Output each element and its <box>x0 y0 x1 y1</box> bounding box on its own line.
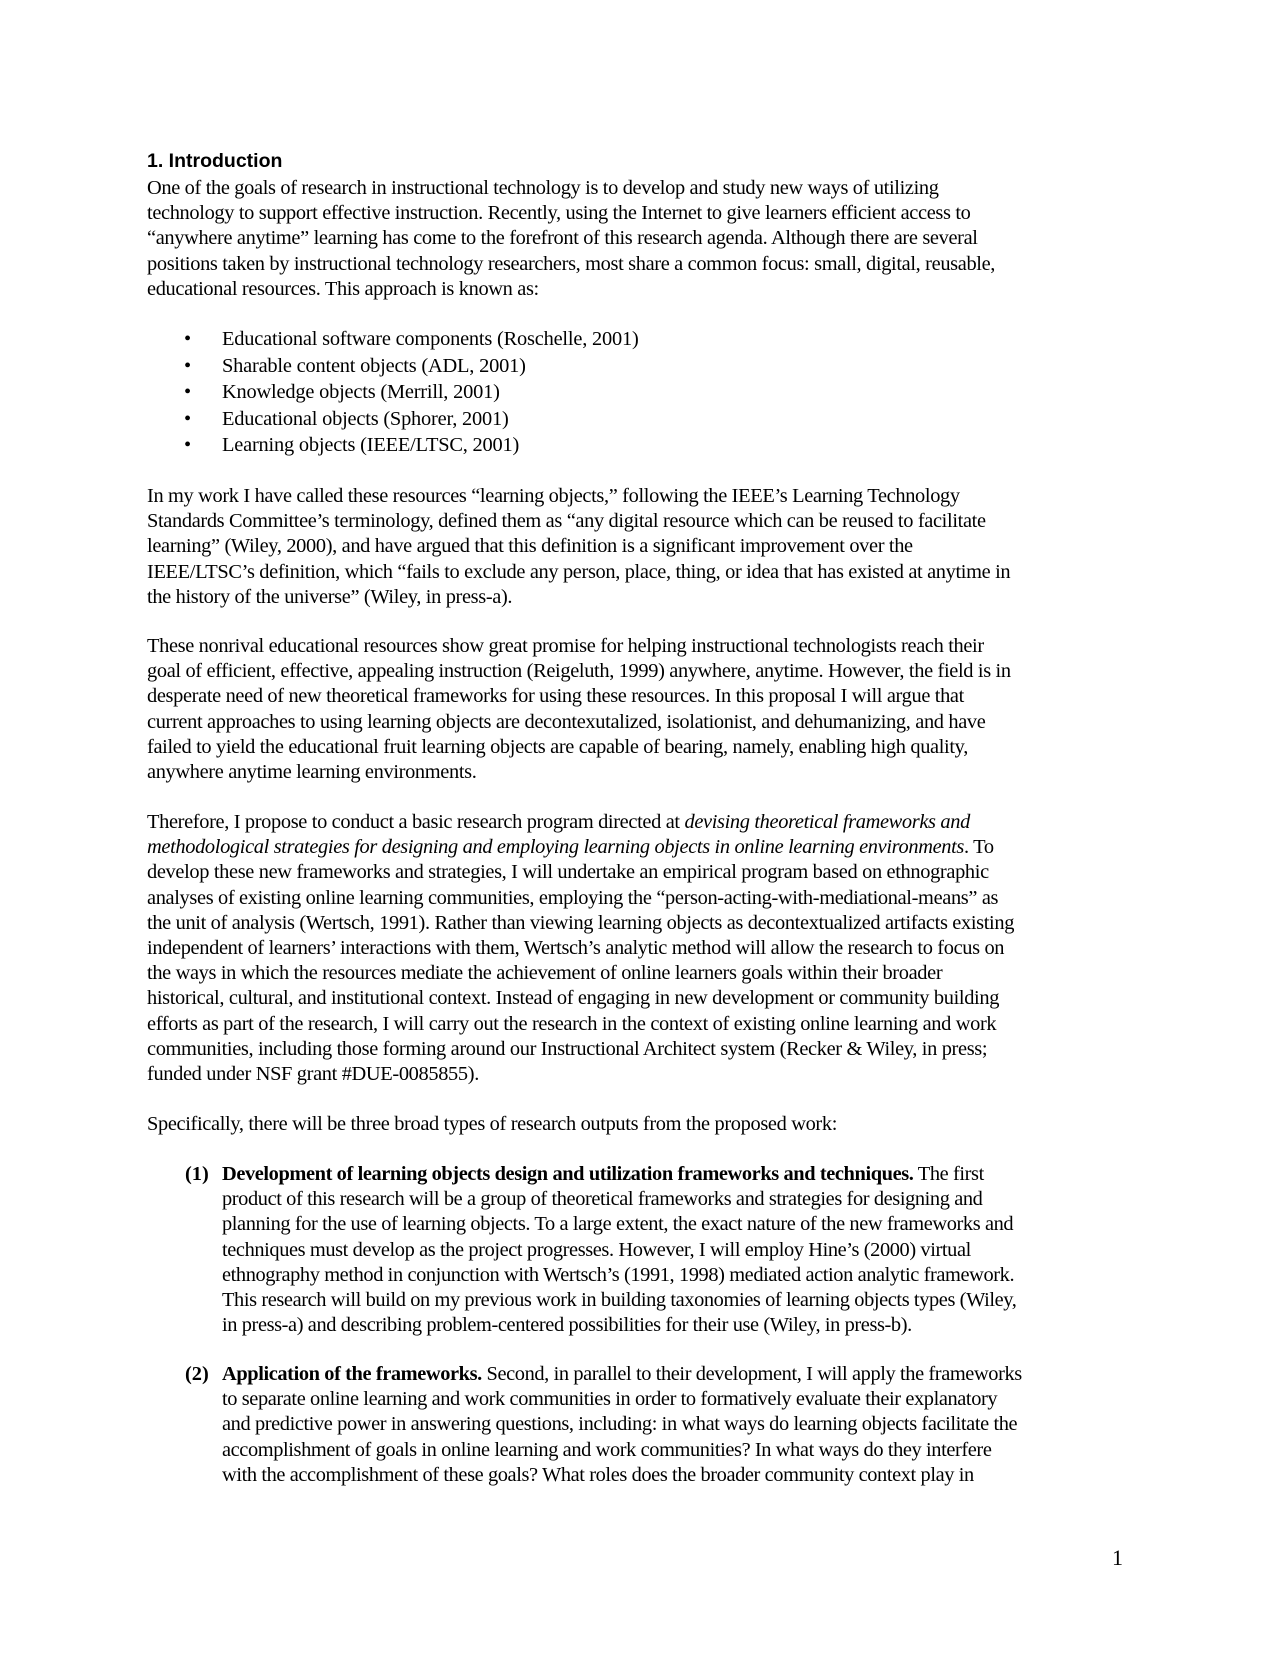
text-line: the ways in which the resources mediate the achievement of online learners goals within their broader <box>147 962 943 985</box>
plain-text: Therefore, I propose to conduct a basic research program directed at <box>147 811 685 833</box>
text-line: efforts as part of the research, I will carry out the research in the context of existing online learning and work <box>147 1012 997 1035</box>
text-line: Specifically, there will be three broad types of research outputs from the proposed work: <box>147 1113 838 1135</box>
item-body <box>222 1362 1022 1488</box>
text-line <box>222 1362 1022 1387</box>
section-heading: 1. Introduction <box>147 150 283 172</box>
text-line: product of this research will be a group of theoretical frameworks and strategies for designing and <box>222 1188 983 1211</box>
text-line: to separate online learning and work communities in order to formatively evaluate their explanatory <box>222 1388 998 1411</box>
item-title: Application of the frameworks. <box>222 1363 482 1385</box>
item-title: Development of learning objects design and utilization frameworks and techniques. <box>222 1163 914 1185</box>
text-line: IEEE/LTSC’s definition, which “fails to exclude any person, place, thing, or idea that has existed at anytime in <box>147 560 1011 583</box>
text-line: This research will build on my previous work in building taxonomies of learning objects types (Wiley, <box>222 1288 1017 1311</box>
text-line: learning” (Wiley, 2000), and have argued that this definition is a significant improvement over the <box>147 535 913 558</box>
page-number: 1 <box>1112 1545 1123 1570</box>
text-line: and predictive power in answering questions, including: in what ways do learning objects facilitate the <box>222 1413 1018 1436</box>
text-line: goal of efficient, effective, appealing instruction (Reigeluth, 1999) anywhere, anytime. However, the field is in <box>147 660 1011 683</box>
emphasis-text: devising theoretical frameworks and <box>684 811 970 833</box>
text-line <box>222 1162 1016 1187</box>
text-line <box>147 810 1127 835</box>
paragraph-nonrival-resources <box>147 634 1127 785</box>
emphasis-text: methodological strategies for designing and employing learning objects in online learning environments <box>147 836 965 859</box>
text-line: failed to yield the educational fruit learning objects are capable of bearing, namely, enabling high quality, <box>147 735 968 758</box>
text-line: positions taken by instructional technology researchers, most share a common focus: small, digital, reusable, <box>147 252 996 275</box>
item-number: (2) <box>185 1363 209 1385</box>
item-body <box>222 1162 1016 1338</box>
text-line: “anywhere anytime” learning has come to the forefront of this research agenda. Although there are several <box>147 227 978 250</box>
item-number: (1) <box>185 1163 209 1185</box>
plain-text: Second, in parallel to their development, I will apply the frameworks <box>481 1363 1022 1385</box>
text-line <box>147 835 1127 860</box>
list-item-text: Knowledge objects (Merrill, 2001) <box>222 381 500 403</box>
text-line: analyses of existing online learning communities, employing the “person-acting-with-mediational-means” as <box>147 886 999 909</box>
text-line: current approaches to using learning objects are decontexutalized, isolationist, and dehumanizing, and have <box>147 710 986 733</box>
text-line: accomplishment of goals in online learning and work communities? In what ways do they interfere <box>222 1438 992 1461</box>
text-line: in press-a) and describing problem-centered possibilities for their use (Wiley, in press-b). <box>222 1314 912 1337</box>
plain-text: The first <box>913 1163 984 1185</box>
numbered-item <box>185 1162 1135 1342</box>
text-line: develop these new frameworks and strategies, I will undertake an empirical program based on ethnographic <box>147 861 989 884</box>
bullet-icon: • <box>184 328 192 350</box>
bullet-icon: • <box>184 381 192 403</box>
text-line: In my work I have called these resources “learning objects,” following the IEEE’s Learning Technology <box>147 485 960 507</box>
paragraph-research-outputs-intro <box>147 1112 1127 1137</box>
paragraph-proposal <box>147 810 1127 1087</box>
bullet-icon: • <box>184 434 192 456</box>
list-item-text: Learning objects (IEEE/LTSC, 2001) <box>222 434 520 456</box>
text-line: technology to support effective instruction. Recently, using the Internet to give learners efficient access to <box>147 202 971 225</box>
text-line: with the accomplishment of these goals? What roles does the broader community context play in <box>222 1463 974 1486</box>
text-line: educational resources. This approach is known as: <box>147 277 539 300</box>
intro-paragraph <box>147 176 1127 302</box>
list-item-text: Sharable content objects (ADL, 2001) <box>222 354 526 377</box>
list-item-text: Educational objects (Sphorer, 2001) <box>222 407 509 430</box>
text-line: funded under NSF grant #DUE-0085855). <box>147 1062 479 1085</box>
list-item-text: Educational software components (Roschelle, 2001) <box>222 328 639 350</box>
text-line: desperate need of new theoretical frameworks for using these resources. In this proposal I will argue that <box>147 685 964 708</box>
numbered-item <box>185 1362 1135 1492</box>
text-line: the history of the universe” (Wiley, in press-a). <box>147 585 513 608</box>
text-line: These nonrival educational resources show great promise for helping instructional technologists reach their <box>147 635 984 657</box>
text-line: independent of learners’ interactions with them, Wertsch’s analytic method will allow the research to focus on <box>147 936 1005 959</box>
text-line: ethnography method in conjunction with Wertsch’s (1991, 1998) mediated action analytic framework. <box>222 1263 1015 1286</box>
text-line: anywhere anytime learning environments. <box>147 760 477 783</box>
text-line: planning for the use of learning objects. To a large extent, the exact nature of the new frameworks and <box>222 1213 1014 1236</box>
text-line: communities, including those forming around our Instructional Architect system (Recker & Wiley, in press; <box>147 1037 988 1060</box>
bullet-icon: • <box>184 354 192 377</box>
text-line: Standards Committee’s terminology, defined them as “any digital resource which can be reused to facilitate <box>147 510 986 533</box>
plain-text: . To <box>964 836 994 859</box>
paragraph-learning-objects-definition <box>147 484 1127 610</box>
bullet-icon: • <box>184 407 192 430</box>
text-line: historical, cultural, and institutional context. Instead of engaging in new development or community building <box>147 987 1000 1010</box>
text-line: One of the goals of research in instructional technology is to develop and study new ways of utilizing <box>147 177 939 199</box>
text-line: techniques must develop as the project progresses. However, I will employ Hine’s (2000) virtual <box>222 1238 971 1261</box>
text-line: the unit of analysis (Wertsch, 1991). Rather than viewing learning objects as decontextualized artifacts existing <box>147 911 1015 934</box>
